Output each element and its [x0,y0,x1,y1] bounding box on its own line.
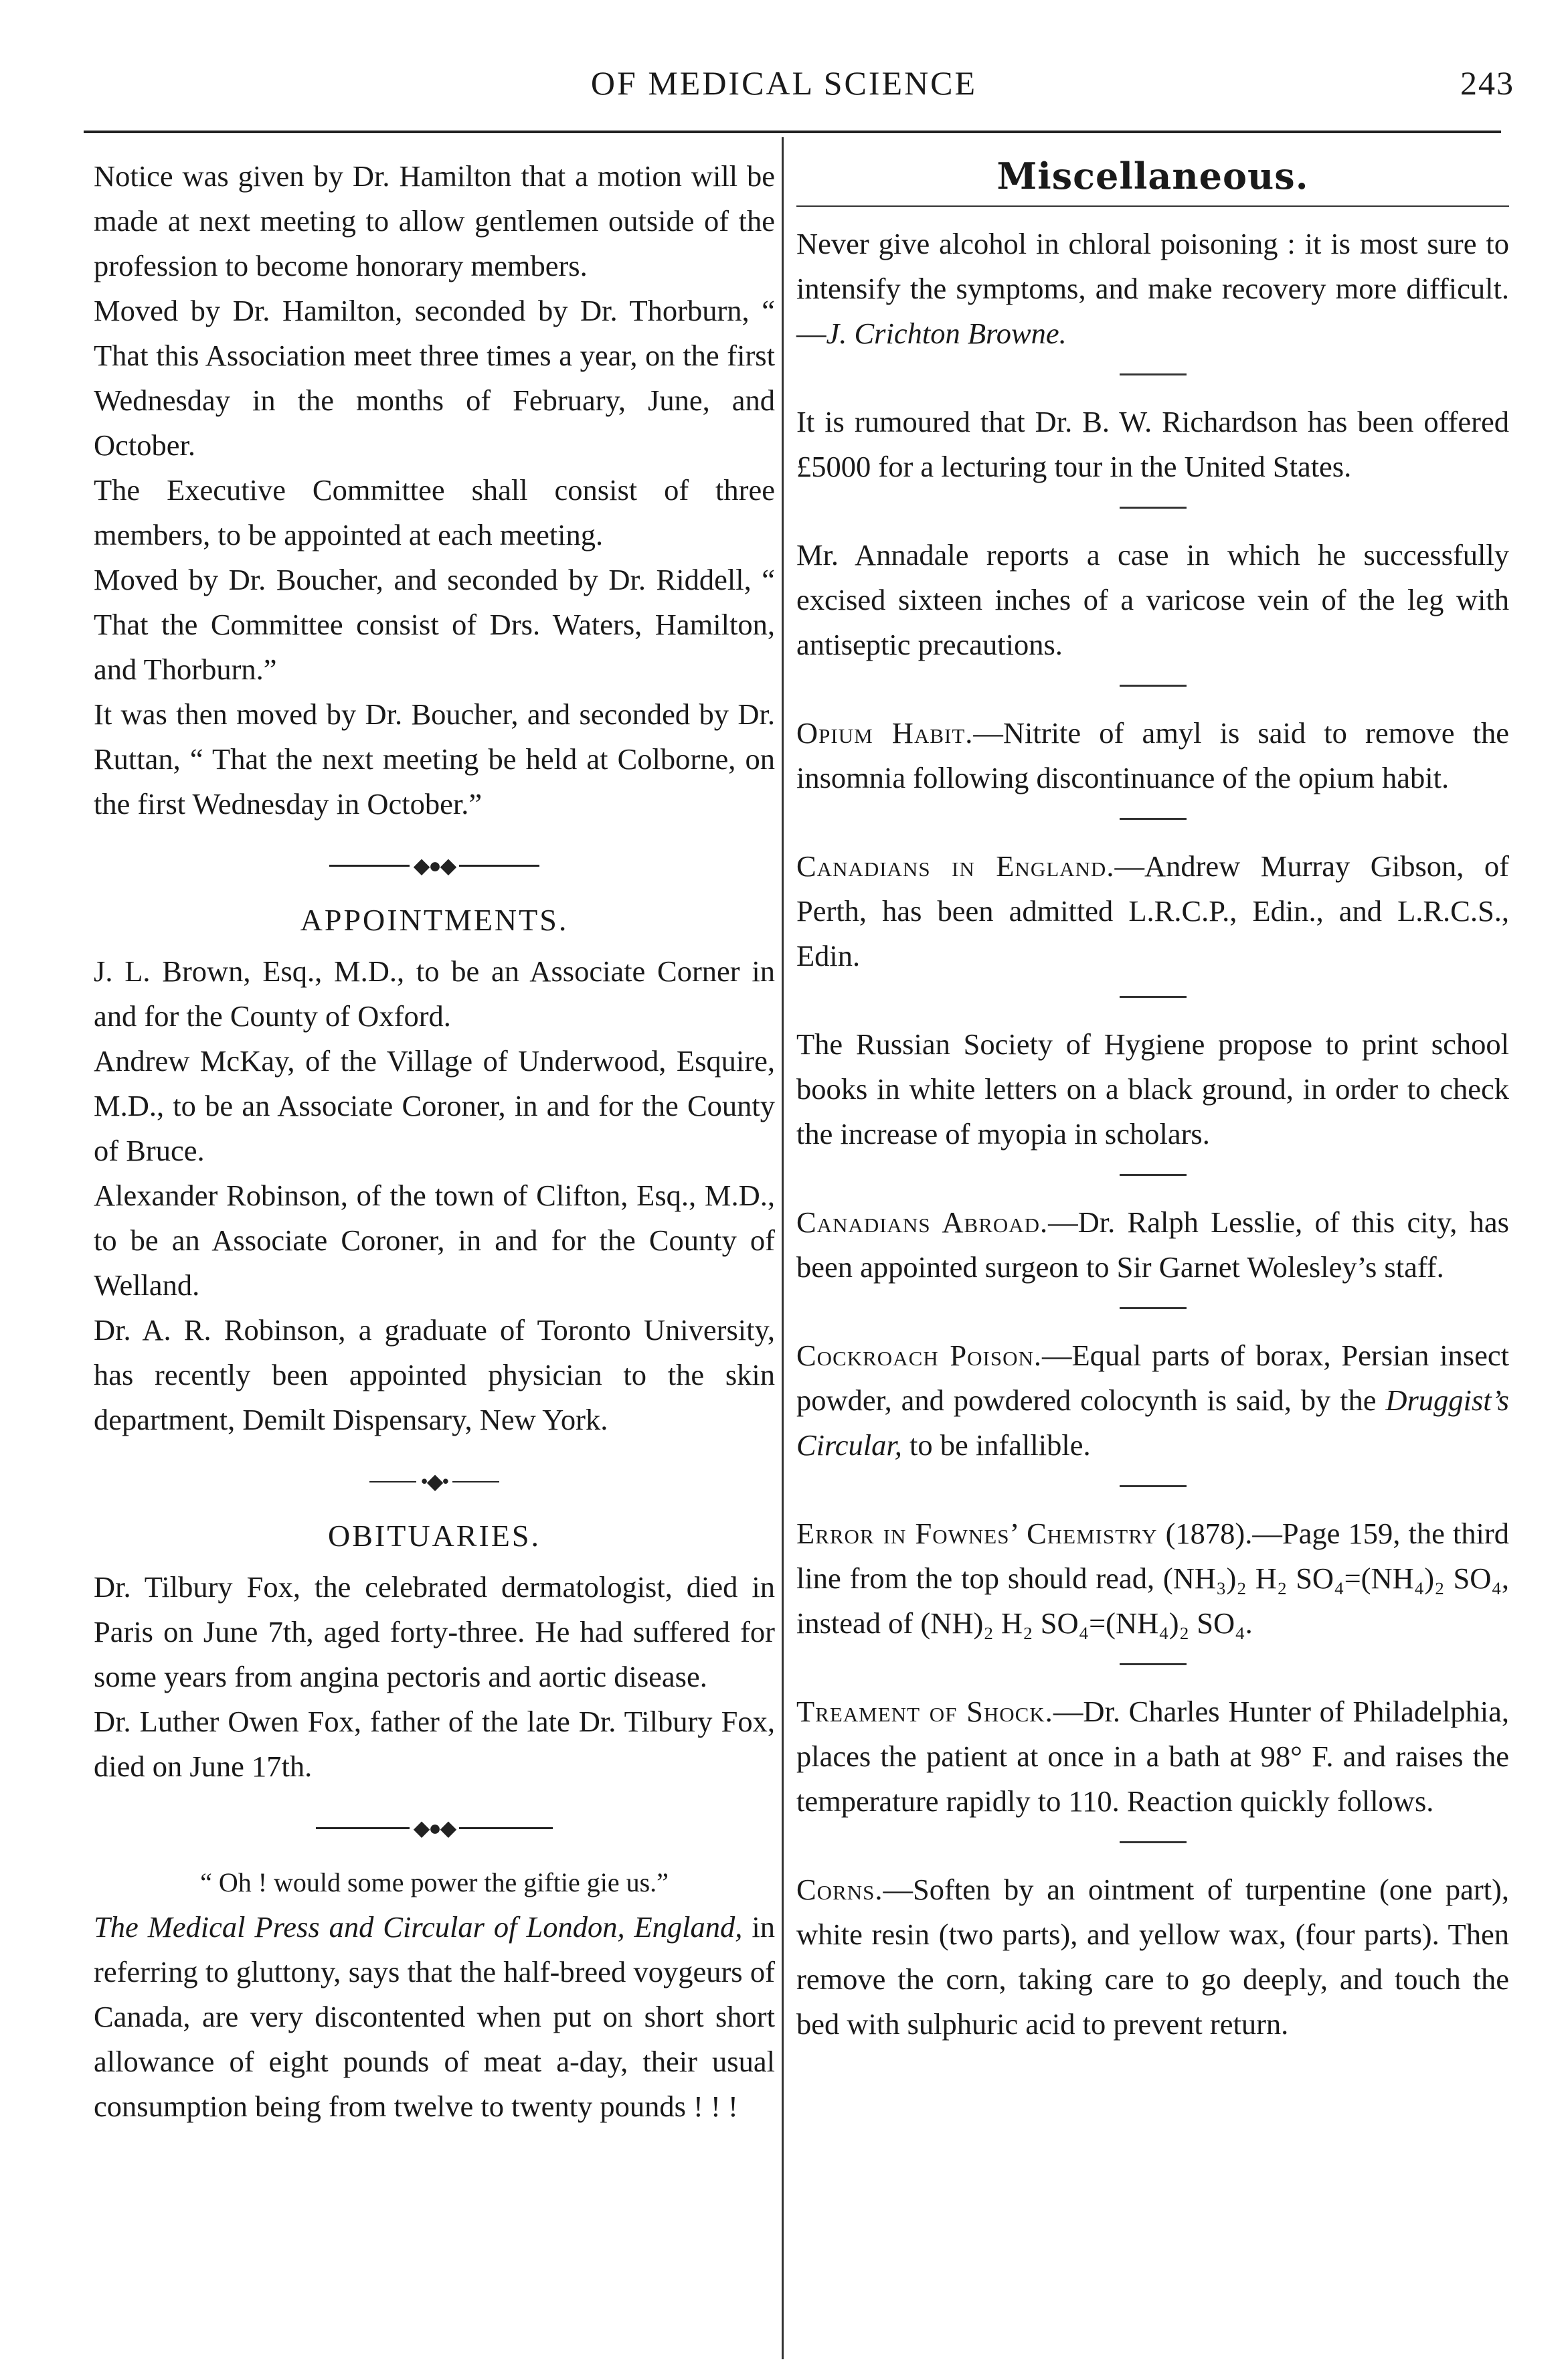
misc-item-heading: Treament of Shock. [796,1695,1053,1728]
item-divider [1120,1841,1187,1843]
misc-text: —Nitrite of amyl is said to remove the insomnia following discontinuance of the opium habit. [796,716,1509,794]
misc-item-opium [796,711,1509,800]
misc-text: (1878).—Page 159, the third line from the top should read, (NH₃)₂ H₂ SO₄=(NH₄)₂ SO₄, instead of (NH)₂ H₂ SO₄=(NH₄)₂ SO₄. [796,1517,1509,1640]
miscellaneous-title: Miscellaneous. [996,155,1309,197]
appointments-heading: APPOINTMENTS. [300,903,569,938]
misc-item-heading: Canadians Abroad. [796,1205,1049,1239]
paragraph-notice: Notice was given by Dr. Hamilton that a motion will be made at next meeting to allow gentlemen outside of the profession to become honorary members. [94,159,775,282]
misc-item-canadians-abroad [796,1200,1509,1290]
item-divider [1120,1485,1187,1487]
column-rule [782,137,784,2359]
misc-text: —Dr. Ralph Lesslie, of this city, has been appointed surgeon to Sir Garnet Wolesley’s staff. [796,1205,1509,1284]
paragraph-motion-meetings: Moved by Dr. Hamilton, seconded by Dr. Thorburn, “ That this Association meet three times a year, on the first Wednesday in the months of February, June, and October. [94,294,775,462]
misc-item-heading: Cockroach Poison. [796,1339,1043,1372]
paragraph-next-meeting: It was then moved by Dr. Boucher, and seconded by Dr. Ruttan, “ That the next meeting be held at Colborne, on the first Wednesday in October.” [94,697,775,821]
ornament-divider: ◆●◆ [94,841,775,888]
title-rule [796,205,1509,207]
misc-italic: Druggist’s Circular, [796,1383,1509,1462]
item-divider [1120,1174,1187,1176]
misc-text: Never give alcohol in chloral poisoning : it is most sure to intensify the symptoms, and make recovery more difficult.— [796,227,1509,350]
paragraph-executive-committee: The Executive Committee shall consist of three members, to be appointed at each meeting. [94,473,775,551]
misc-text: —Dr. Charles Hunter of Philadelphia, places the patient at once in a bath at 98° F. and raises the temperature rapidly to 110. Reaction quickly follows. [796,1695,1509,1818]
misc-text: to be infallible. [901,1428,1091,1462]
misc-text: —Soften by an ointment of turpentine (one part), white resin (two parts), and yellow wax, (four parts). Then remove the corn, taking care to go deeply, and touch the bed with sulphuric acid to prevent return. [796,1873,1509,2041]
left-column [94,154,775,2129]
ornament-divider: •◆• [94,1457,775,1504]
page-number: 243 [1460,64,1514,102]
misc-text: —Andrew Murray Gibson, of Perth, has been admitted L.R.C.P., Edin., and L.R.C.S., Edin. [796,849,1509,972]
item-divider [1120,996,1187,998]
misc-item-shock [796,1689,1509,1824]
item-divider [1120,818,1187,820]
paragraph-committee-members: Moved by Dr. Boucher, and seconded by Dr. Riddell, “ That the Committee consist of Drs. Waters, Hamilton, and Thorburn.” [94,563,775,686]
ornament-divider: ◆●◆ [94,1804,775,1851]
item-divider [1120,1663,1187,1665]
gluttony-text: in referring to gluttony, says that the half-breed voygeurs of Canada, are very discontented when put on short short allowance of eight pounds of meat a-day, their usual consumption being from twelve to twenty pounds ! ! ! [94,1910,775,2124]
running-head: OF MEDICAL SCIENCE [590,64,978,102]
gluttony-paragraph [94,1905,775,2129]
item-divider [1120,507,1187,509]
page-header [0,64,1568,117]
misc-item-cockroach [796,1333,1509,1468]
misc-item-heading: Error in Fownes’ Chemistry [796,1517,1158,1550]
appointment-item: Andrew McKay, of the Village of Underwood, Esquire, M.D., to be an Associate Coroner, in and for the County of Bruce. [94,1044,775,1168]
item-divider [1120,1307,1187,1309]
appointment-item: Alexander Robinson, of the town of Clifton, Esq., M.D., to be an Associate Coroner, in and for the County of Welland. [94,1179,775,1302]
misc-item-fownes [796,1511,1509,1646]
item-divider [1120,685,1187,687]
misc-item-heading: Canadians in England. [796,849,1115,883]
obituary-item: Dr. Tilbury Fox, the celebrated dermatologist, died in Paris on June 7th, aged forty-three. He had suffered for some years from angina pectoris and aortic disease. [94,1570,775,1694]
publication-title: The Medical Press and Circular of London, England, [94,1910,743,1944]
misc-item-richardson: It is rumoured that Dr. B. W. Richardson has been offered £5000 for a lecturing tour in the United States. [796,405,1509,483]
misc-item-varicose: Mr. Annadale reports a case in which he successfully excised sixteen inches of a varicose vein of the leg with antiseptic precautions. [796,538,1509,661]
header-rule [84,131,1501,133]
appointment-item: Dr. A. R. Robinson, a graduate of Toronto University, has recently been appointed physician to the skin department, Demilt Dispensary, New York. [94,1313,775,1437]
appointment-item: J. L. Brown, Esq., M.D., to be an Associate Corner in and for the County of Oxford. [94,954,775,1033]
misc-item-corns [796,1867,1509,2047]
misc-item-chloral [796,222,1509,356]
obituary-item: Dr. Luther Owen Fox, father of the late Dr. Tilbury Fox, died on June 17th. [94,1705,775,1784]
misc-item-heading: Corns. [796,1873,883,1906]
misc-item-hygiene: The Russian Society of Hygiene propose to print school books in white letters on a black ground, in order to check the increase of myopia in scholars. [796,1027,1509,1151]
misc-author: J. Crichton Browne. [826,317,1067,350]
item-divider [1120,373,1187,375]
obituaries-heading: OBITUARIES. [328,1519,541,1553]
right-column [796,154,1509,2047]
misc-item-canadians-england [796,844,1509,979]
misc-text: —Equal parts of borax, Persian insect powder, and powdered colocynth is said, by the [796,1339,1509,1417]
misc-item-heading: Opium Habit. [796,716,974,750]
epigraph-quote: “ Oh ! would some power the giftie gie us.” [200,1867,669,1898]
